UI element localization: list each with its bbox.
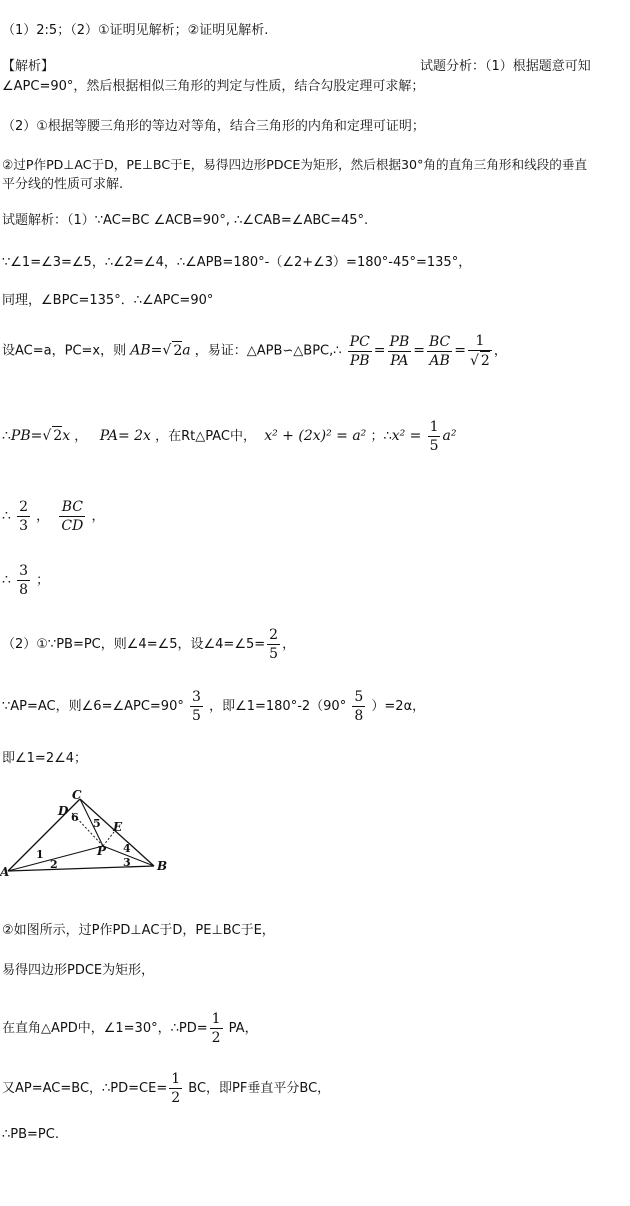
vertex-label: P [97,844,107,858]
fraction: $\frac{2}{3}$ [19,499,28,534]
fraction: $\frac{1}{√ 2}$ [469,333,490,369]
fraction: $\frac{1}{2}$ [171,1071,181,1106]
solution-line: 即∠1=2∠4； [2,751,88,766]
analysis-line: 平分线的性质可求解. [2,177,124,192]
vertex-label: D [58,804,69,818]
angle-label: 5 [93,817,101,830]
vertex-label: C [72,788,82,802]
angle-label: 3 [123,856,131,869]
analysis-label: 【解析】 [2,59,55,74]
fraction: $\frac{1}{5}$ [429,419,439,454]
ratio-line: ∴ $\frac{3}{8}$ ； [2,563,50,598]
solution-line: （2）①∵PB=PC，则∠4=∠5，设∠4=∠5= $\frac{2}{5}$ ， [2,627,296,662]
angle-label: 2 [50,858,58,871]
triangle-figure [0,788,180,884]
angle-label: 6 [71,811,79,824]
conclusion-line: ∴PB=PC. [2,1127,59,1142]
solution-line: 易得四边形PDCE为矩形， [2,963,155,978]
vertex-label: E [113,820,123,834]
fraction: $\frac{PB}{PA}$ [389,333,410,369]
pythagoras-line: ∴PB=√ 2x ， PA= 2x ，在Rt△PAC中， x² + (2x)² = a² ；∴x² = $\frac{1}{5}$ a² [2,419,457,454]
analysis-line: ②过P作PD⊥AC于D，PE⊥BC于E，易得四边形PDCE为矩形，然后根据30°角的直角三角形和线段的垂直 [2,157,588,172]
solution-line: ∵AP=AC，则∠6=∠APC=90° $\frac{3}{5}$ ，即∠1=180°-2（90° $\frac{5}{8}$ ）=2α， [2,689,426,724]
analysis-heading: 试题分析：（1）根据题意可知 [420,59,591,74]
solution-line: 又AP=AC=BC，∴PD=CE= $\frac{1}{2}$ BC，即PF垂直平分BC， [2,1071,331,1106]
angle-label: 4 [123,842,131,855]
answer-summary: （1）2:5；（2）①证明见解析；②证明见解析. [2,23,269,38]
vertex-label: B [157,859,168,873]
fraction: $\frac{2}{5}$ [269,627,279,662]
solution-line: ∵∠1=∠3=∠5，∴∠2=∠4，∴∠APB=180°-（∠2+∠3）=180°-45°=135°， [2,255,472,270]
fraction: $\frac{3}{8}$ [19,563,28,598]
analysis-line: （2）①根据等腰三角形的等边对等角，结合三角形的内角和定理可证明； [2,119,425,134]
solution-line: 在直角△APD中，∠1=30°，∴PD= $\frac{1}{2}$ PA， [2,1011,258,1046]
similarity-line: 设AC=a，PC=x，则 AB=√ 2a ，易证：△APB∽△BPC,∴ $\frac{PC}{PB}$ = $\frac{PB}{PA}$ = $\frac{BC}{AB}$ = $\frac{1}{√ 2}$ ， [2,333,507,369]
analysis-line: ∠APC=90°，然后根据相似三角形的判定与性质，结合勾股定理可求解； [2,79,425,94]
vertex-label: A [0,865,10,879]
fraction: $\frac{5}{8}$ [354,689,364,724]
fraction: $\frac{BC}{AB}$ [428,333,451,369]
fraction: $\frac{3}{5}$ [192,689,201,724]
fraction: $\frac{PC}{PB}$ [349,333,370,369]
solution-line: 同理，∠BPC=135°．∴∠APC=90° [2,293,214,308]
fraction: $\frac{BC}{CD}$ [61,499,84,534]
solution-line: ②如图所示，过P作PD⊥AC于D，PE⊥BC于E， [2,923,275,938]
solution-line: 试题解析：（1）∵AC=BC ∠ACB=90°, ∴∠CAB=∠ABC=45°. [2,213,369,228]
fraction: $\frac{1}{2}$ [211,1011,221,1046]
angle-label: 1 [36,848,44,861]
ratio-line: ∴ $\frac{2}{3}$ ， $\frac{BC}{CD}$ ， [2,499,105,534]
